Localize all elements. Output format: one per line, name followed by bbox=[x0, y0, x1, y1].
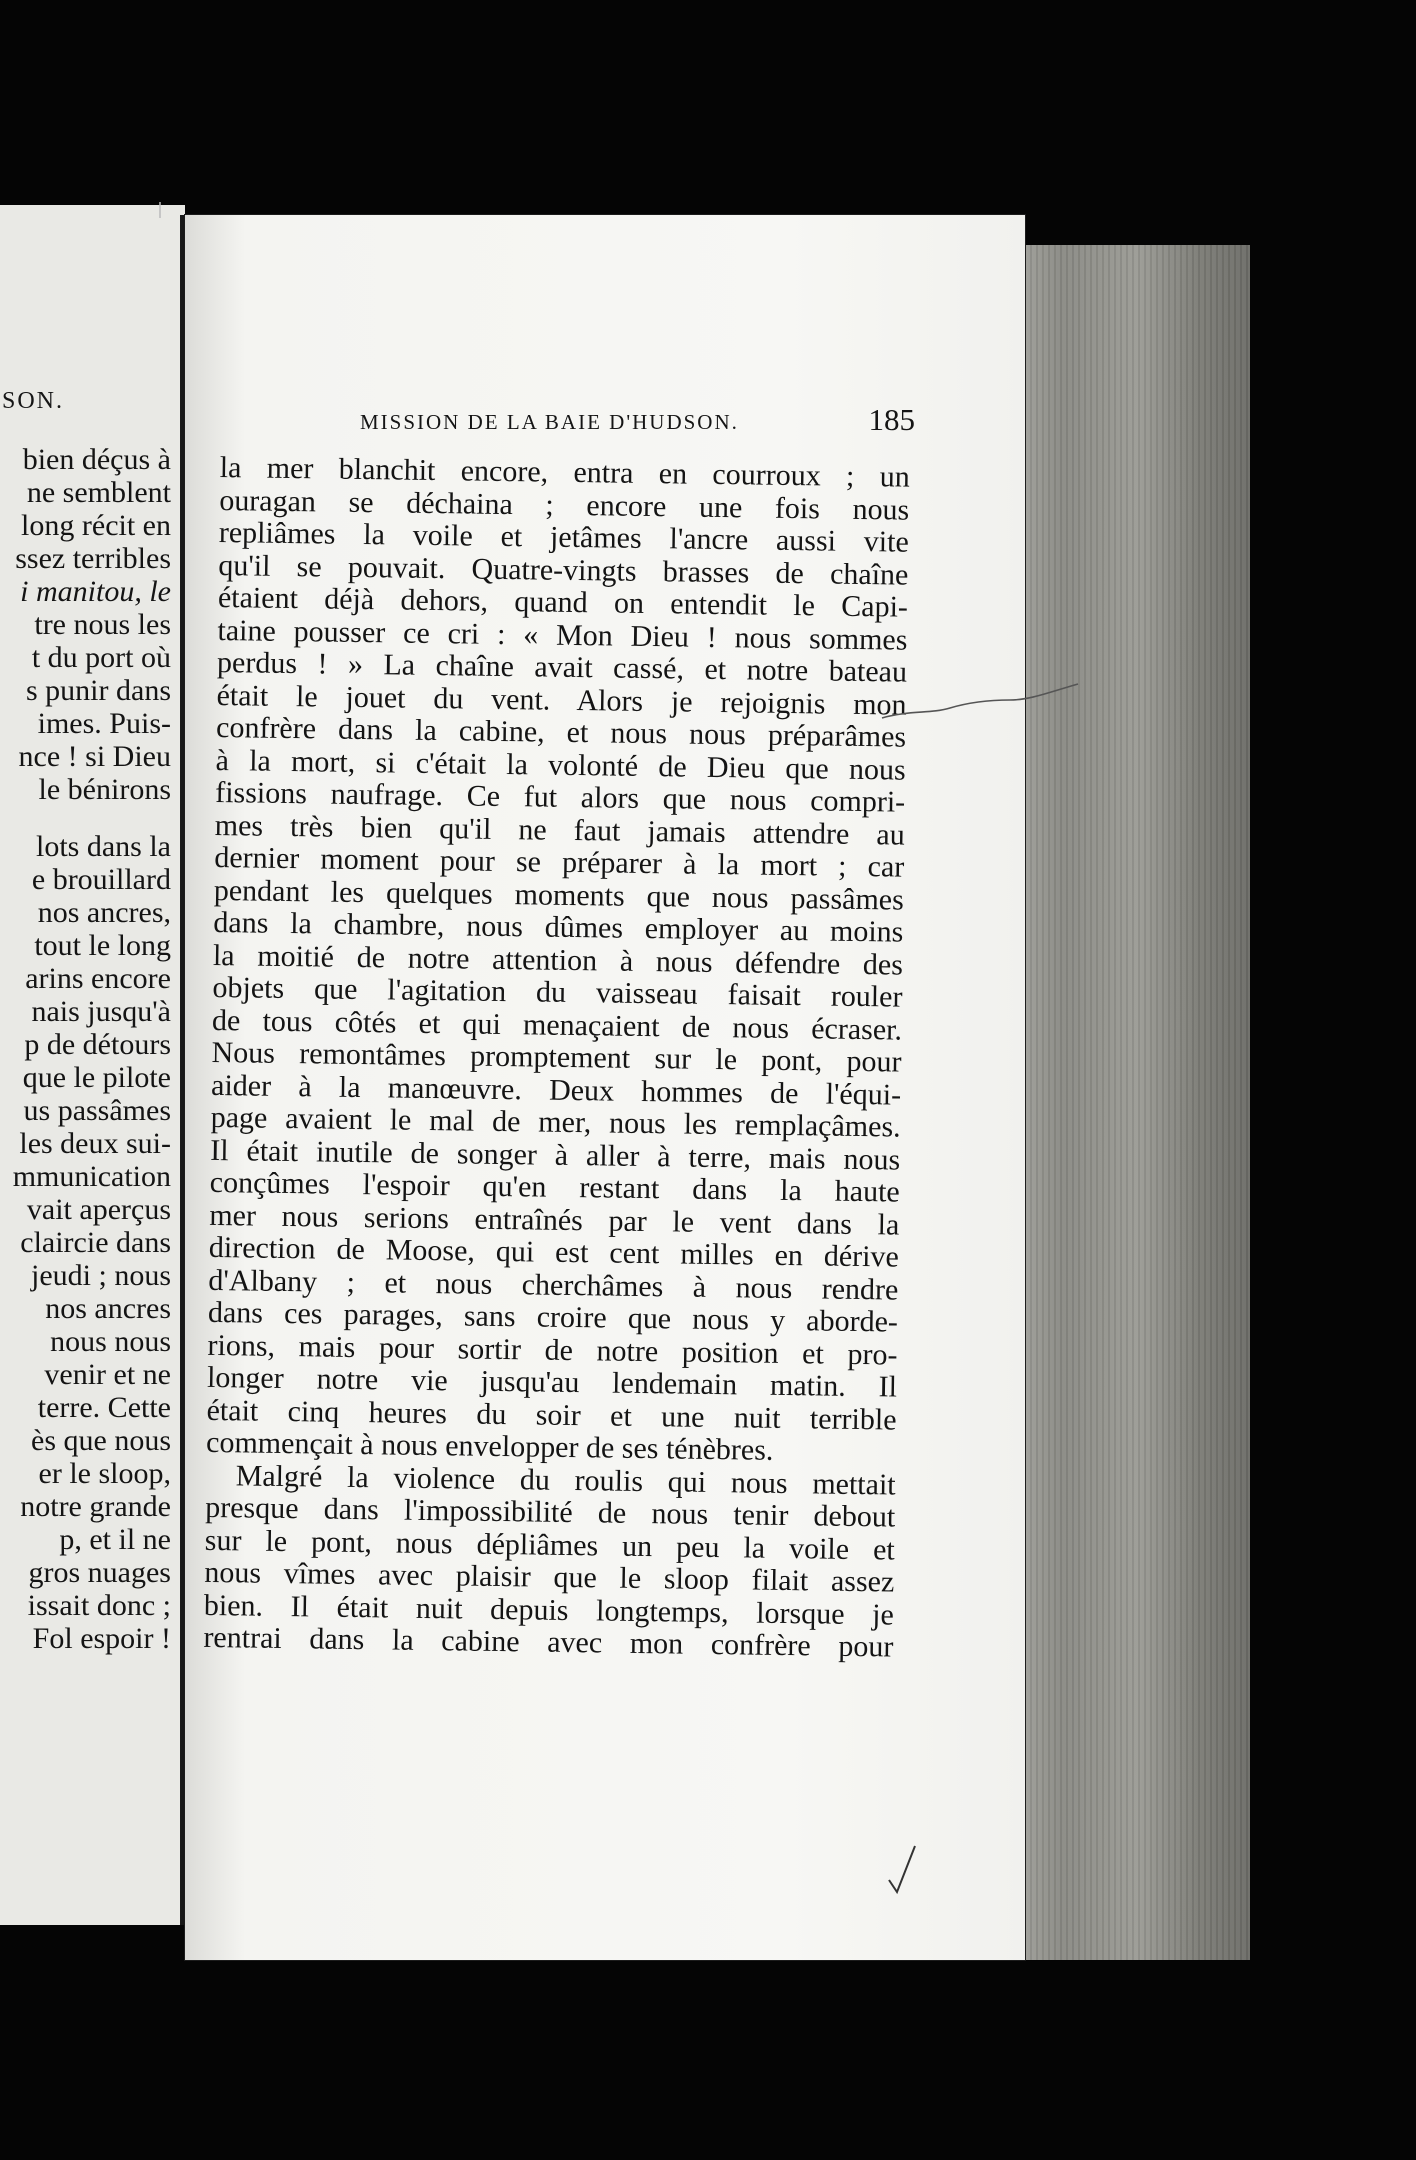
tick-mark bbox=[155, 200, 165, 220]
text-line: vait aperçus bbox=[26, 1193, 171, 1226]
text-line: était le jouet du vent. Alors je rejoignis mon bbox=[216, 678, 907, 722]
text-line: les deux sui- bbox=[19, 1127, 171, 1160]
body-text bbox=[203, 452, 910, 1664]
text-line: venir et ne bbox=[44, 1358, 171, 1391]
text-line: dans la chambre, nous dûmes employer au moins bbox=[213, 905, 904, 949]
text-line: mmunication bbox=[12, 1160, 171, 1193]
text-line: e brouillard bbox=[31, 863, 171, 896]
text-line: mes très bien qu'il ne faut jamais attendre au bbox=[214, 808, 905, 852]
left-page-text bbox=[13, 443, 171, 1655]
text-line: i manitou, le bbox=[20, 575, 171, 608]
text-line: la mer blanchit encore, entra en courroux ; un bbox=[219, 451, 910, 494]
text-line: nos ancres bbox=[45, 1292, 171, 1325]
text-line: dernier moment pour se préparer à la mort ; car bbox=[214, 840, 905, 884]
text-line: terre. Cette bbox=[37, 1391, 171, 1424]
text-line: presque dans l'impossibilité de nous tenir debout bbox=[205, 1490, 896, 1534]
text-line: confrère dans la cabine, et nous nous préparâmes bbox=[215, 710, 907, 754]
text-line: étaient déjà dehors, quand on entendit le Capi- bbox=[217, 580, 909, 624]
left-page bbox=[0, 205, 185, 1925]
text-line: page avaient le mal de mer, nous les remplaçâmes. bbox=[210, 1100, 901, 1144]
text-line: rions, mais pour sortir de notre position et pro- bbox=[207, 1328, 898, 1372]
text-line: sur le pont, nous dépliâmes un peu la voile et bbox=[204, 1523, 895, 1567]
text-line: le bénirons bbox=[38, 773, 171, 806]
page-edges bbox=[1000, 245, 1250, 1960]
text-line: ès que nous bbox=[31, 1424, 171, 1457]
text-line: rentrai dans la cabine avec mon confrère pour bbox=[203, 1620, 894, 1664]
text-line: Il était inutile de songer à aller à terre, mais nous bbox=[210, 1133, 901, 1177]
text-line: objets que l'agitation du vaisseau faisait rouler bbox=[212, 970, 903, 1014]
text-line: nais jusqu'à bbox=[31, 995, 171, 1028]
text-line: était cinq heures du soir et une nuit terrible bbox=[206, 1393, 897, 1437]
text-line: commençait à nous envelopper de ses ténèbres. bbox=[205, 1425, 774, 1467]
text-line: que le pilote bbox=[22, 1061, 171, 1094]
text-line: bien. Il était nuit depuis longtemps, lorsque je bbox=[203, 1588, 895, 1632]
text-line: fissions naufrage. Ce fut alors que nous compri- bbox=[215, 775, 906, 819]
text-line: d'Albany ; et nous cherchâmes à nous rendre bbox=[208, 1263, 899, 1307]
text-line: pendant les quelques moments que nous passâmes bbox=[213, 873, 905, 917]
text-line: nous nous bbox=[50, 1325, 171, 1358]
text-line: qu'il se pouvait. Quatre-vingts brasses de chaîne bbox=[218, 548, 909, 592]
text-line: notre grande bbox=[20, 1490, 171, 1523]
text-line: nous vîmes avec plaisir que le sloop filait assez bbox=[204, 1555, 895, 1599]
text-line: à la mort, si c'était la volonté de Dieu que nous bbox=[215, 743, 906, 787]
text-line: p de détours bbox=[24, 1028, 171, 1061]
text-line: ouragan se déchaina ; encore une fois nous bbox=[219, 483, 910, 527]
text-line: ne semblent bbox=[26, 476, 171, 509]
text-line: jeudi ; nous bbox=[31, 1259, 171, 1292]
text-line: nce ! si Dieu bbox=[18, 740, 171, 773]
text-line: direction de Moose, qui est cent milles en dérive bbox=[208, 1230, 900, 1274]
text-line: longer notre vie jusqu'au lendemain matin. Il bbox=[206, 1360, 898, 1404]
text-line: bien déçus à bbox=[22, 443, 171, 476]
check-mark bbox=[885, 1840, 925, 1900]
text-line: us passâmes bbox=[23, 1094, 171, 1127]
pen-stroke-mark bbox=[880, 670, 1080, 730]
text-line: perdus ! » La chaîne avait cassé, et notre bateau bbox=[216, 645, 908, 689]
text-line: repliâmes la voile et jetâmes l'ancre aussi vite bbox=[218, 515, 910, 559]
text-line: issait donc ; bbox=[27, 1589, 171, 1622]
text-line: er le sloop, bbox=[38, 1457, 171, 1490]
page-number: 185 bbox=[868, 402, 915, 437]
text-line: Malgré la violence du roulis qui nous mettait bbox=[235, 1458, 896, 1502]
text-line: nos ancres, bbox=[37, 896, 171, 929]
paragraph-gap bbox=[13, 806, 171, 830]
text-line: t du port où bbox=[31, 641, 171, 674]
text-line: de tous côtés et qui menaçaient de nous écraser. bbox=[211, 1003, 903, 1047]
text-line: mer nous serions entraînés par le vent dans la bbox=[209, 1198, 900, 1242]
text-line: tout le long bbox=[34, 929, 171, 962]
text-line: Nous remontâmes promptement sur le pont, pour bbox=[211, 1035, 902, 1079]
text-line: dans ces parages, sans croire que nous y aborde- bbox=[207, 1295, 899, 1339]
text-line: taine pousser ce cri : « Mon Dieu ! nous sommes bbox=[217, 613, 908, 657]
running-title: MISSION DE LA BAIE D'HUDSON. bbox=[360, 410, 739, 434]
text-line: Fol espoir ! bbox=[32, 1622, 171, 1655]
text-line: la moitié de notre attention à nous défendre des bbox=[212, 938, 904, 982]
text-line: conçûmes l'espoir qu'en restant dans la haute bbox=[209, 1165, 900, 1209]
text-line: imes. Puis- bbox=[37, 707, 171, 740]
text-line: lots dans la bbox=[36, 830, 171, 863]
text-line: tre nous les bbox=[34, 608, 171, 641]
page-header bbox=[360, 402, 915, 442]
text-line: gros nuages bbox=[28, 1556, 171, 1589]
text-line: long récit en bbox=[21, 509, 171, 542]
text-line: aider à la manœuvre. Deux hommes de l'équi- bbox=[210, 1068, 902, 1112]
text-line: p, et il ne bbox=[59, 1523, 171, 1556]
text-line: arins encore bbox=[25, 962, 171, 995]
text-line: claircie dans bbox=[20, 1226, 171, 1259]
left-running-title-fragment: SON. bbox=[2, 388, 65, 414]
text-line: s punir dans bbox=[26, 674, 171, 707]
text-line: ssez terribles bbox=[15, 542, 171, 575]
